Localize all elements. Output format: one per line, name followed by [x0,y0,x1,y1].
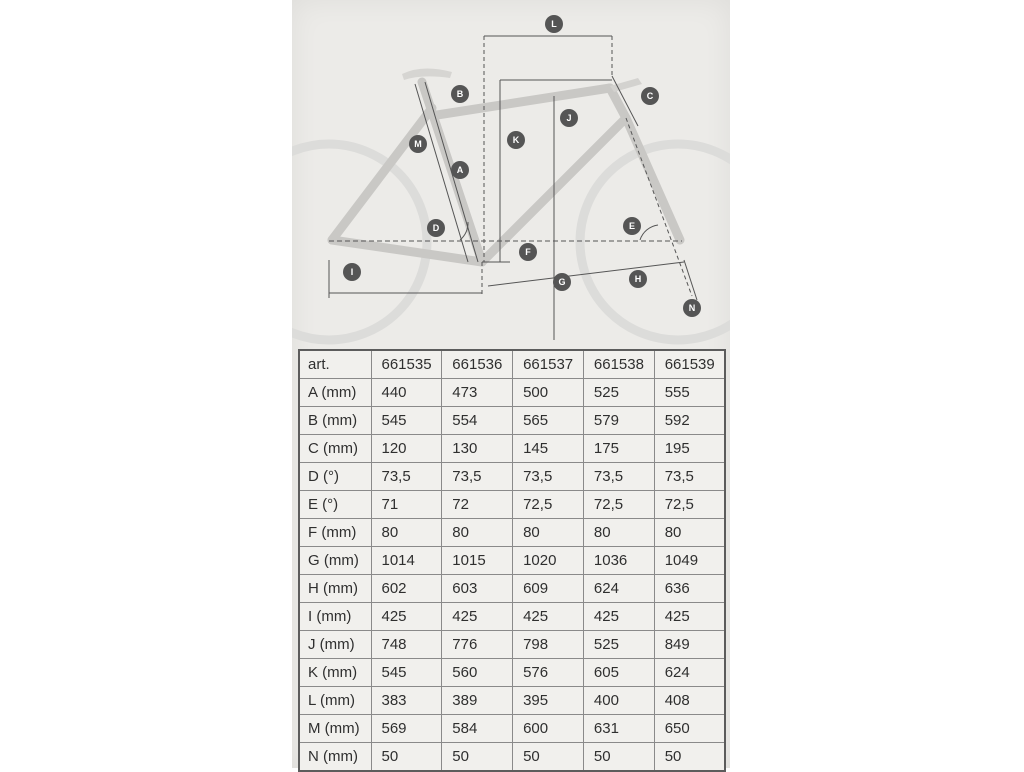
dimension-lines [329,36,697,340]
table-cell: 50 [654,743,725,772]
table-cell: 545 [371,659,442,687]
table-cell: 71 [371,491,442,519]
marker-m [409,135,427,153]
table-cell: 400 [583,687,654,715]
table-cell: 554 [442,407,513,435]
row-label: C (mm) [299,435,371,463]
table-cell: 195 [654,435,725,463]
svg-text:K: K [512,135,520,145]
table-row [299,491,725,519]
table-cell: 80 [513,519,584,547]
table-cell: 525 [583,379,654,407]
table-cell: 624 [654,659,725,687]
svg-text:G: G [558,277,566,287]
table-row [299,575,725,603]
marker-d [427,219,445,237]
svg-text:B: B [456,89,464,99]
geometry-table-container [298,349,726,766]
table-cell: 602 [371,575,442,603]
table-row [299,435,725,463]
table-cell: 130 [442,435,513,463]
svg-text:L: L [551,19,557,29]
svg-text:J: J [566,113,572,123]
article-661536: 661536 [442,350,513,379]
table-cell: 579 [583,407,654,435]
handlebar-stem [610,78,642,92]
table-cell: 389 [442,687,513,715]
bike-frame [332,82,680,262]
table-cell: 80 [654,519,725,547]
table-cell: 73,5 [583,463,654,491]
marker-a [451,161,469,179]
table-cell: 525 [583,631,654,659]
table-row [299,715,725,743]
table-row [299,631,725,659]
marker-l [545,15,563,33]
table-cell: 545 [371,407,442,435]
table-cell: 555 [654,379,725,407]
row-label: B (mm) [299,407,371,435]
svg-text:E: E [628,221,636,231]
table-cell: 395 [513,687,584,715]
table-cell: 80 [442,519,513,547]
table-cell: 425 [513,603,584,631]
row-label: F (mm) [299,519,371,547]
table-cell: 636 [654,575,725,603]
table-cell: 72,5 [654,491,725,519]
svg-text:D: D [432,223,440,233]
svg-text:M: M [414,139,422,149]
table-cell: 73,5 [654,463,725,491]
row-label: L (mm) [299,687,371,715]
table-cell: 73,5 [371,463,442,491]
row-label: K (mm) [299,659,371,687]
svg-text:I: I [350,267,354,277]
marker-g [553,273,571,291]
table-header-row [299,350,725,379]
article-661535: 661535 [371,350,442,379]
table-cell: 80 [583,519,654,547]
row-label: E (°) [299,491,371,519]
table-row [299,743,725,772]
table-cell: 560 [442,659,513,687]
row-label: J (mm) [299,631,371,659]
table-cell: 50 [583,743,654,772]
svg-text:F: F [525,247,531,257]
table-cell: 798 [513,631,584,659]
table-cell: 50 [442,743,513,772]
table-cell: 73,5 [513,463,584,491]
row-label: H (mm) [299,575,371,603]
svg-text:C: C [646,91,654,101]
table-cell: 776 [442,631,513,659]
table-cell: 650 [654,715,725,743]
table-cell: 1036 [583,547,654,575]
table-row [299,603,725,631]
table-row [299,407,725,435]
row-label: I (mm) [299,603,371,631]
row-label: N (mm) [299,743,371,772]
table-cell: 425 [583,603,654,631]
article-661538: 661538 [583,350,654,379]
table-cell: 565 [513,407,584,435]
row-label: M (mm) [299,715,371,743]
table-cell: 473 [442,379,513,407]
marker-f [519,243,537,261]
row-label: A (mm) [299,379,371,407]
saddle [402,68,452,80]
table-cell: 425 [654,603,725,631]
table-cell: 500 [513,379,584,407]
geometry-sheet [292,0,730,768]
table-cell: 145 [513,435,584,463]
table-cell: 50 [371,743,442,772]
table-body [299,379,725,772]
table-cell: 120 [371,435,442,463]
table-row [299,463,725,491]
marker-c [641,87,659,105]
table-cell: 50 [513,743,584,772]
marker-i [343,263,361,281]
table-cell: 569 [371,715,442,743]
marker-k [507,131,525,149]
table-row [299,687,725,715]
table-row [299,519,725,547]
table-cell: 600 [513,715,584,743]
table-cell: 609 [513,575,584,603]
table-cell: 576 [513,659,584,687]
table-cell: 408 [654,687,725,715]
table-cell: 584 [442,715,513,743]
svg-text:H: H [634,274,642,284]
table-cell: 1014 [371,547,442,575]
table-cell: 1049 [654,547,725,575]
svg-text:A: A [456,165,464,175]
table-cell: 605 [583,659,654,687]
table-cell: 383 [371,687,442,715]
table-cell: 603 [442,575,513,603]
article-661537: 661537 [513,350,584,379]
table-cell: 1020 [513,547,584,575]
header-art: art. [299,350,371,379]
table-cell: 1015 [442,547,513,575]
row-label: D (°) [299,463,371,491]
table-row [299,379,725,407]
marker-j [560,109,578,127]
marker-h [629,270,647,288]
table-cell: 849 [654,631,725,659]
table-cell: 175 [583,435,654,463]
table-cell: 592 [654,407,725,435]
table-cell: 72 [442,491,513,519]
svg-text:N: N [688,303,696,313]
article-661539: 661539 [654,350,725,379]
table-cell: 72,5 [513,491,584,519]
row-label: G (mm) [299,547,371,575]
marker-n [683,299,701,317]
table-row [299,547,725,575]
table-cell: 73,5 [442,463,513,491]
marker-e [623,217,641,235]
table-row [299,659,725,687]
table-cell: 748 [371,631,442,659]
table-cell: 624 [583,575,654,603]
table-cell: 425 [442,603,513,631]
table-cell: 72,5 [583,491,654,519]
geometry-table [298,349,726,772]
table-cell: 631 [583,715,654,743]
table-cell: 440 [371,379,442,407]
frame-geometry-diagram [292,0,730,345]
marker-b [451,85,469,103]
table-cell: 80 [371,519,442,547]
table-cell: 425 [371,603,442,631]
